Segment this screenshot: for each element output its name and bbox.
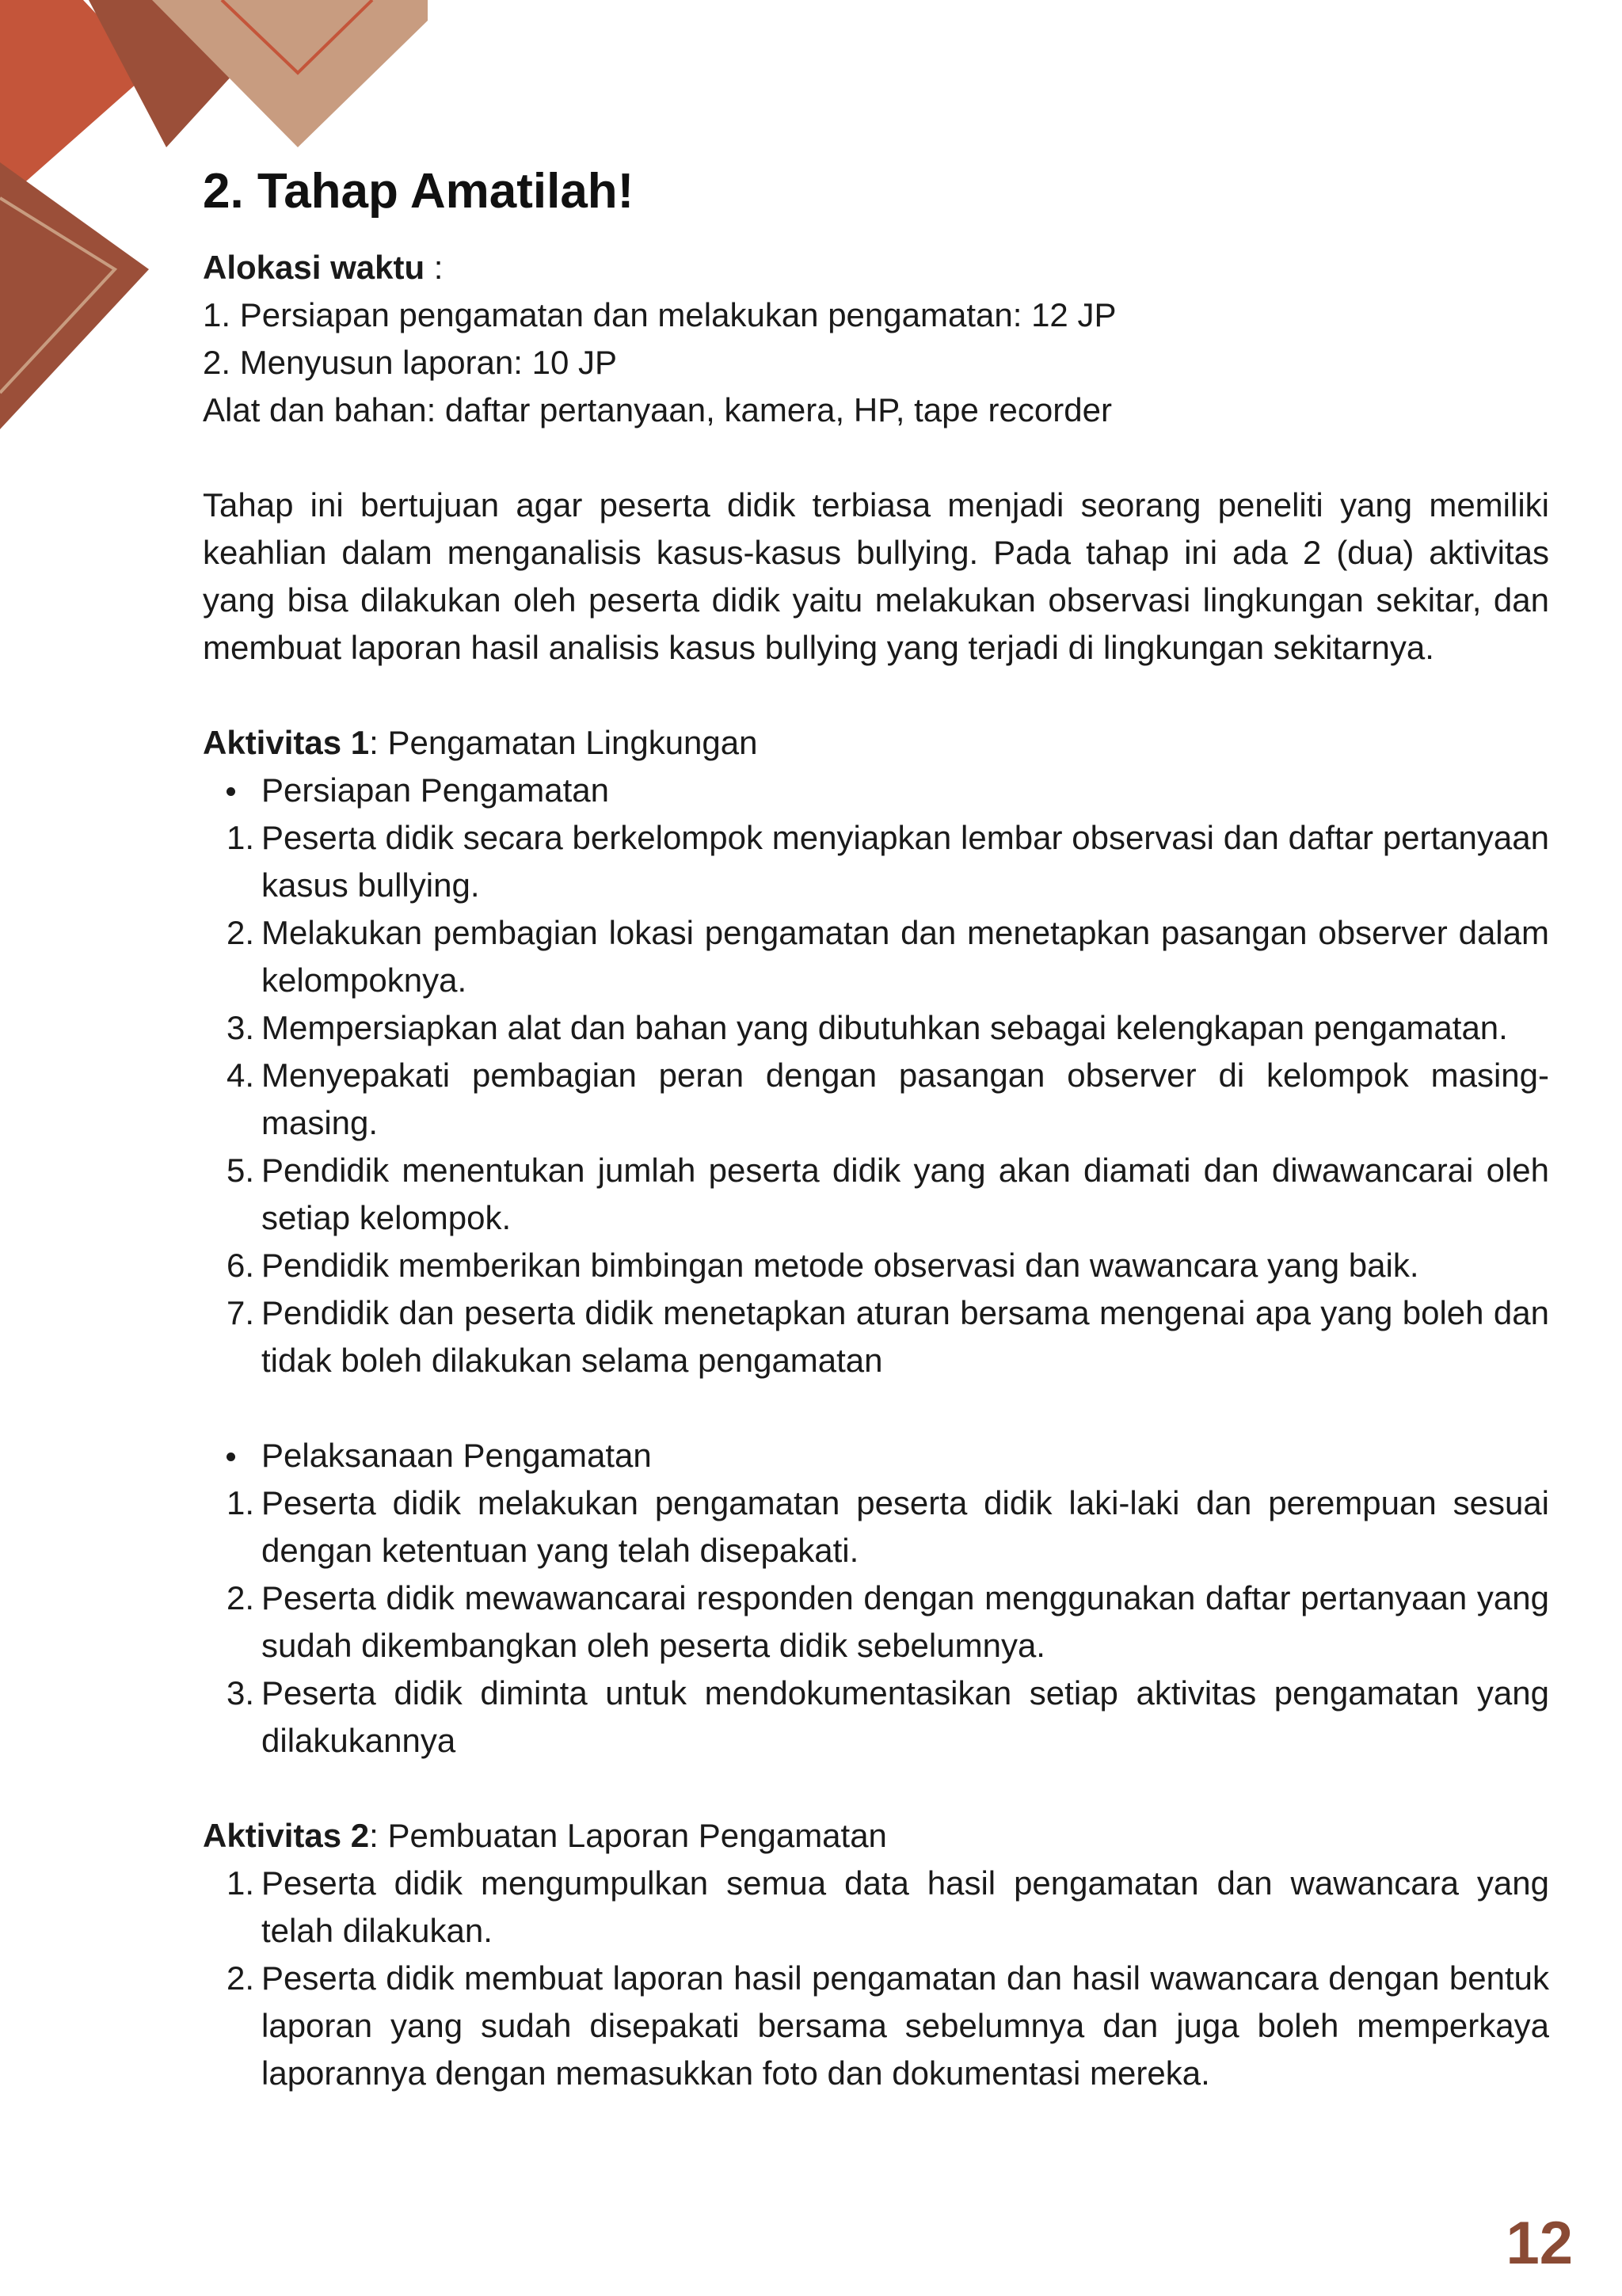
list-item-text: Melakukan pembagian lokasi pengamatan dan menetapkan pasangan observer dalam kelompoknya. — [261, 914, 1549, 999]
alokasi-colon: : — [425, 249, 444, 286]
list-item-text: Pendidik dan peserta didik menetapkan aturan bersama mengenai apa yang boleh dan tidak boleh dilakukan selama pengamatan — [261, 1294, 1549, 1379]
alokasi-item-2: 2. Menyusun laporan: 10 JP — [203, 344, 617, 381]
intro-paragraph: Tahap ini bertujuan agar peserta didik terbiasa menjadi seorang peneliti yang memiliki keahlian dalam menganalisis kasus-kasus bullying. Pada tahap ini ada 2 (dua) aktivitas yang bisa dilakukan oleh peserta didik yaitu melakukan observasi lingkungan sekitar, dan membuat laporan hasil analisis kasus bullying yang terjadi di lingkungan sekitarnya. — [203, 486, 1549, 666]
list-item — [203, 814, 1549, 909]
list-number: 3. — [227, 1009, 255, 1046]
list-item — [203, 1289, 1549, 1384]
page-number: 12 — [1506, 2210, 1573, 2277]
persiapan-list — [203, 814, 1549, 1384]
list-item — [203, 1670, 1549, 1765]
list-item-text: Pendidik memberikan bimbingan metode observasi dan wawancara yang baik. — [261, 1247, 1419, 1284]
aktivitas2-list — [203, 1860, 1549, 2097]
list-number: 1. — [227, 1864, 255, 1902]
pelaksanaan-heading: Pelaksanaan Pengamatan — [203, 1432, 1549, 1479]
list-number: 1. — [227, 1484, 255, 1521]
list-item — [203, 909, 1549, 1004]
list-item-text: Peserta didik mengumpulkan semua data hasil pengamatan dan wawancara yang telah dilakukan. — [261, 1864, 1549, 1949]
spacer — [203, 1384, 1549, 1432]
alokasi-label: Alokasi waktu — [203, 249, 425, 286]
alokasi-line — [203, 244, 1549, 291]
list-number: 4. — [227, 1057, 255, 1094]
aktivitas1-heading — [203, 719, 1549, 767]
pelaksanaan-list — [203, 1479, 1549, 1765]
aktivitas1-label: Aktivitas 1 — [203, 724, 370, 761]
aktivitas1-title: : Pengamatan Lingkungan — [369, 724, 758, 761]
list-item — [203, 1479, 1549, 1574]
aktivitas2-label: Aktivitas 2 — [203, 1817, 370, 1854]
list-item — [203, 1242, 1549, 1289]
list-number: 7. — [227, 1294, 255, 1331]
list-item — [203, 1955, 1549, 2097]
list-item — [203, 1147, 1549, 1242]
page-title: 2. Tahap Amatilah! — [203, 164, 634, 219]
persiapan-heading: Persiapan Pengamatan — [203, 767, 1549, 814]
list-item-text: Peserta didik secara berkelompok menyiapkan lembar observasi dan daftar pertanyaan kasus bullying. — [261, 819, 1549, 904]
list-item-text: Peserta didik diminta untuk mendokumentasikan setiap aktivitas pengamatan yang dilakukannya — [261, 1674, 1549, 1759]
alat-bahan: Alat dan bahan: daftar pertanyaan, kamera, HP, tape recorder — [203, 391, 1112, 428]
list-item — [203, 1574, 1549, 1670]
list-number: 2. — [227, 1959, 255, 1997]
spacer — [203, 672, 1549, 719]
list-item-text: Pendidik menentukan jumlah peserta didik yang akan diamati dan diwawancarai oleh setiap kelompok. — [261, 1152, 1549, 1236]
list-number: 2. — [227, 1579, 255, 1616]
list-number: 6. — [227, 1247, 255, 1284]
deco-shape-brown-left — [0, 162, 149, 429]
list-number: 1. — [227, 819, 255, 856]
list-item-text: Peserta didik melakukan pengamatan peserta didik laki-laki dan perempuan sesuai dengan ketentuan yang telah disepakati. — [261, 1484, 1549, 1569]
list-item — [203, 1004, 1549, 1052]
list-number: 2. — [227, 914, 255, 951]
list-item-text: Mempersiapkan alat dan bahan yang dibutuhkan sebagai kelengkapan pengamatan. — [261, 1009, 1508, 1046]
persiapan-bullet — [203, 767, 1549, 814]
list-number: 3. — [227, 1674, 255, 1712]
spacer — [203, 434, 1549, 482]
list-item-text: Menyepakati pembagian peran dengan pasangan observer di kelompok masing-masing. — [261, 1057, 1549, 1141]
list-item — [203, 1052, 1549, 1147]
aktivitas2-heading — [203, 1812, 1549, 1860]
pelaksanaan-bullet — [203, 1432, 1549, 1479]
spacer — [203, 1765, 1549, 1812]
alokasi-item-1: 1. Persiapan pengamatan dan melakukan pengamatan: 12 JP — [203, 296, 1117, 333]
aktivitas2-title: : Pembuatan Laporan Pengamatan — [369, 1817, 887, 1854]
list-item-text: Peserta didik mewawancarai responden dengan menggunakan daftar pertanyaan yang sudah dikembangkan oleh peserta didik sebelumnya. — [261, 1579, 1549, 1664]
list-number: 5. — [227, 1152, 255, 1189]
page-content — [203, 158, 1549, 2097]
list-item — [203, 1860, 1549, 1955]
list-item-text: Peserta didik membuat laporan hasil pengamatan dan hasil wawancara dengan bentuk laporan yang sudah disepakati bersama sebelumnya dan juga boleh memperkaya laporannya dengan memasukkan foto dan dokumentasi mereka. — [261, 1959, 1549, 2092]
